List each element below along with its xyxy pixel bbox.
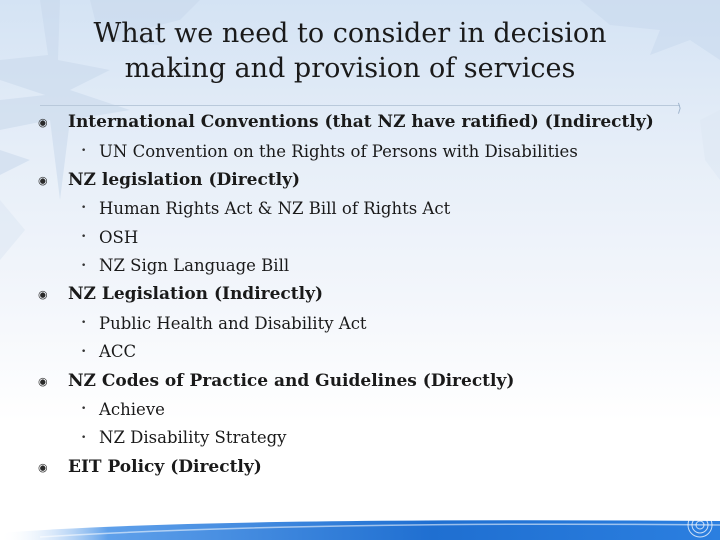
title-line-1: What we need to consider in decision bbox=[93, 18, 607, 49]
sub-bullet-osh: • OSH bbox=[81, 227, 139, 247]
circle-bullet-icon: ◉ bbox=[38, 173, 48, 187]
dot-bullet-icon: • bbox=[81, 232, 87, 243]
title-divider bbox=[40, 105, 680, 106]
circle-bullet-icon: ◉ bbox=[38, 460, 48, 474]
dot-bullet-icon: • bbox=[81, 146, 87, 157]
sub-bullet-public-health-act: • Public Health and Disability Act bbox=[81, 313, 367, 333]
sub-bullet-un-convention: • UN Convention on the Rights of Persons with Disabilities bbox=[81, 141, 578, 161]
bullet-eit-policy: ◉ EIT Policy (Directly) bbox=[38, 456, 262, 477]
bullet-international-conventions: ◉ International Conventions (that NZ have ratified) (Indirectly) bbox=[38, 112, 654, 133]
sub-bullet-nz-sign-language-bill: • NZ Sign Language Bill bbox=[81, 256, 290, 276]
sub-bullet-achieve: • Achieve bbox=[81, 399, 165, 419]
dot-bullet-icon: • bbox=[81, 203, 87, 214]
dot-bullet-icon: • bbox=[81, 318, 87, 329]
footer-swoosh-bar bbox=[0, 515, 720, 540]
circle-bullet-icon: ◉ bbox=[38, 288, 48, 302]
sub-bullet-human-rights-act: • Human Rights Act & NZ Bill of Rights Act bbox=[81, 198, 451, 218]
slide-title bbox=[60, 16, 640, 86]
dot-bullet-icon: • bbox=[81, 346, 87, 357]
sub-bullet-acc: • ACC bbox=[81, 342, 137, 362]
sub-bullet-nz-disability-strategy: • NZ Disability Strategy bbox=[81, 428, 287, 448]
dot-bullet-icon: • bbox=[81, 260, 87, 271]
title-line-2: making and provision of services bbox=[124, 53, 576, 84]
bullet-nz-legislation-indirectly: ◉ NZ Legislation (Indirectly) bbox=[38, 284, 324, 305]
bullet-nz-codes-of-practice: ◉ NZ Codes of Practice and Guidelines (Directly) bbox=[38, 370, 515, 391]
dot-bullet-icon: • bbox=[81, 432, 87, 443]
divider-end-cap-icon: ⟩ bbox=[677, 101, 682, 115]
circle-bullet-icon: ◉ bbox=[38, 116, 48, 130]
bullet-nz-legislation-directly: ◉ NZ legislation (Directly) bbox=[38, 169, 301, 190]
circle-bullet-icon: ◉ bbox=[38, 374, 48, 388]
dot-bullet-icon: • bbox=[81, 404, 87, 415]
bullet-list bbox=[0, 108, 720, 481]
